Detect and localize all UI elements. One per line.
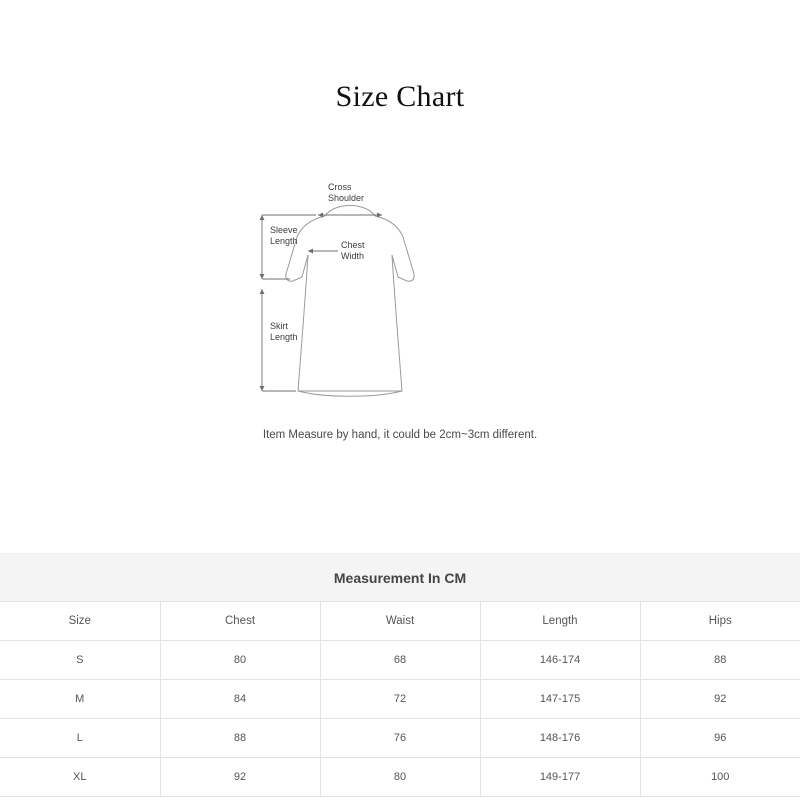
cell-length: 148-176 [480, 719, 640, 758]
table-header-row [0, 602, 800, 641]
measurement-note: Item Measure by hand, it could be 2cm~3cm different. [262, 429, 538, 441]
cell-waist: 76 [320, 719, 480, 758]
cell-hips: 88 [640, 641, 800, 680]
dress-diagram-svg [250, 169, 550, 419]
column-header-chest: Chest [160, 602, 320, 641]
sleeve-length-label-line2: Length [270, 236, 298, 246]
hem-path [298, 391, 402, 396]
column-header-hips: Hips [640, 602, 800, 641]
cell-waist: 68 [320, 641, 480, 680]
skirt-length-arrow-bottom [260, 386, 265, 391]
cell-size: XL [0, 758, 160, 797]
chest-width-label-line1: Chest [341, 240, 365, 250]
column-header-size: Size [0, 602, 160, 641]
cell-hips: 92 [640, 680, 800, 719]
chest-width-label-line2: Width [341, 251, 365, 261]
skirt-path [298, 255, 402, 391]
table-row [0, 719, 800, 758]
cell-length: 147-175 [480, 680, 640, 719]
cell-chest: 88 [160, 719, 320, 758]
measurement-banner: Measurement In CM [0, 554, 800, 602]
skirt-length-label-line1: Skirt [270, 321, 288, 331]
page-title: Size Chart [335, 80, 465, 113]
cell-chest: 84 [160, 680, 320, 719]
garment-measurement-diagram [0, 169, 800, 469]
cell-waist: 80 [320, 758, 480, 797]
cross-shoulder-label-line1: Cross [328, 182, 352, 192]
cell-waist: 72 [320, 680, 480, 719]
cell-size: S [0, 641, 160, 680]
cell-chest: 92 [160, 758, 320, 797]
column-header-length: Length [480, 602, 640, 641]
skirt-length-arrow-top [260, 289, 265, 294]
cell-hips: 100 [640, 758, 800, 797]
measurement-banner-row [0, 554, 800, 602]
cell-length: 146-174 [480, 641, 640, 680]
sleeve-length-arrow-bottom [260, 274, 265, 279]
cell-size: L [0, 719, 160, 758]
right-sleeve-path [375, 216, 414, 281]
skirt-length-label-line2: Length [270, 332, 298, 342]
sleeve-length-label-line1: Sleeve [270, 225, 298, 235]
size-table [0, 553, 800, 797]
table-row [0, 641, 800, 680]
cell-length: 149-177 [480, 758, 640, 797]
column-header-waist: Waist [320, 602, 480, 641]
table-row [0, 680, 800, 719]
cell-chest: 80 [160, 641, 320, 680]
cell-hips: 96 [640, 719, 800, 758]
chest-width-arrow-left [308, 249, 313, 254]
neckline-path [325, 206, 375, 217]
sleeve-length-arrow-top [260, 215, 265, 220]
cell-size: M [0, 680, 160, 719]
cross-shoulder-label-line2: Shoulder [328, 193, 365, 203]
size-table-block [0, 553, 800, 797]
table-row [0, 758, 800, 797]
